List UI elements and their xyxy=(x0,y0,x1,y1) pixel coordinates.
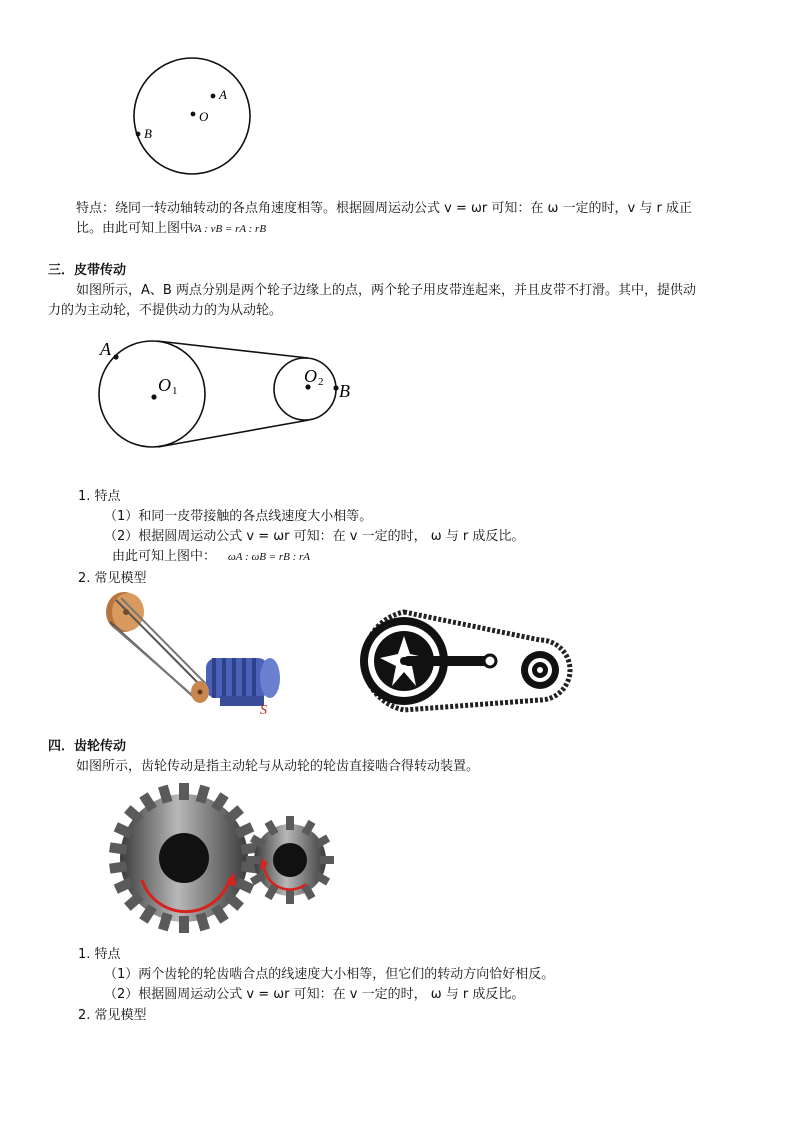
label-o1-sub: 1 xyxy=(172,385,178,397)
point-b xyxy=(333,385,338,390)
gear-models-title: 2. 常见模型 xyxy=(78,1008,147,1023)
belt-feature-2: （2）根据圆周运动公式 v = ωr 可知：在 v 一定的时， ω 与 r 成反比。 xyxy=(104,529,525,544)
point-o1 xyxy=(151,394,156,399)
svg-text:S: S xyxy=(260,703,267,717)
point-a xyxy=(113,354,118,359)
label-o2-sub: 2 xyxy=(318,376,324,388)
section-heading-belt: 三．皮带传动 xyxy=(48,263,127,278)
belt-intro-line-1: 如图所示，A、B 两点分别是两个轮子边缘上的点，两个轮子用皮带连起来，并且皮带不打滑。其中，提供动 xyxy=(76,283,696,298)
label-o2: O xyxy=(304,366,317,386)
belt-bottom xyxy=(158,420,309,447)
bicycle-chain-illustration xyxy=(350,606,574,716)
belt-models-title: 2. 常见模型 xyxy=(78,571,147,586)
belt-features-title: 1. 特点 xyxy=(78,489,121,504)
point-o xyxy=(191,112,196,117)
feature-line-1: 特点：绕同一转动轴转动的各点角速度相等。根据圆周运动公式 v = ωr 可知：在 ω 一定的时，v 与 r 成正 xyxy=(76,201,692,216)
label-o1: O xyxy=(158,375,171,395)
ratio-formula: vA : vB = rA : rB xyxy=(190,223,267,235)
label-b: B xyxy=(339,381,350,401)
large-gear xyxy=(109,783,259,933)
section-heading-gear: 四．齿轮传动 xyxy=(48,739,127,754)
label-a: A xyxy=(100,339,111,359)
point-a xyxy=(211,94,216,99)
motor-belt-illustration xyxy=(102,592,287,717)
belt-feature-1: （1）和同一皮带接触的各点线速度大小相等。 xyxy=(104,509,373,524)
rotation-circle-figure xyxy=(126,52,256,184)
gear-drive-figure xyxy=(106,780,336,940)
belt-intro-line-2: 力的为主动轮，不提供动力的为从动轮。 xyxy=(48,303,283,318)
belt-feature-3-prefix: 由此可知上图中： xyxy=(112,549,217,564)
label-a: A xyxy=(219,87,227,102)
gear-features-title: 1. 特点 xyxy=(78,947,121,962)
gear-feature-1: （1）两个齿轮的轮齿啮合点的线速度大小相等，但它们的转动方向恰好相反。 xyxy=(104,967,555,982)
small-gear xyxy=(246,816,334,904)
belt-drive-figure xyxy=(96,336,366,454)
belt-ratio-formula: ωA : ωB = rB : rA xyxy=(228,551,311,563)
feature-line-2: 比。由此可知上图中： xyxy=(76,221,207,236)
gear-intro: 如图所示，齿轮传动是指主动轮与从动轮的轮齿直接啮合得转动装置。 xyxy=(76,759,480,774)
point-b xyxy=(136,132,141,137)
label-b: B xyxy=(144,126,152,141)
gear-feature-2: （2）根据圆周运动公式 v = ωr 可知：在 v 一定的时， ω 与 r 成反比。 xyxy=(104,987,525,1002)
label-o: O xyxy=(199,109,209,124)
